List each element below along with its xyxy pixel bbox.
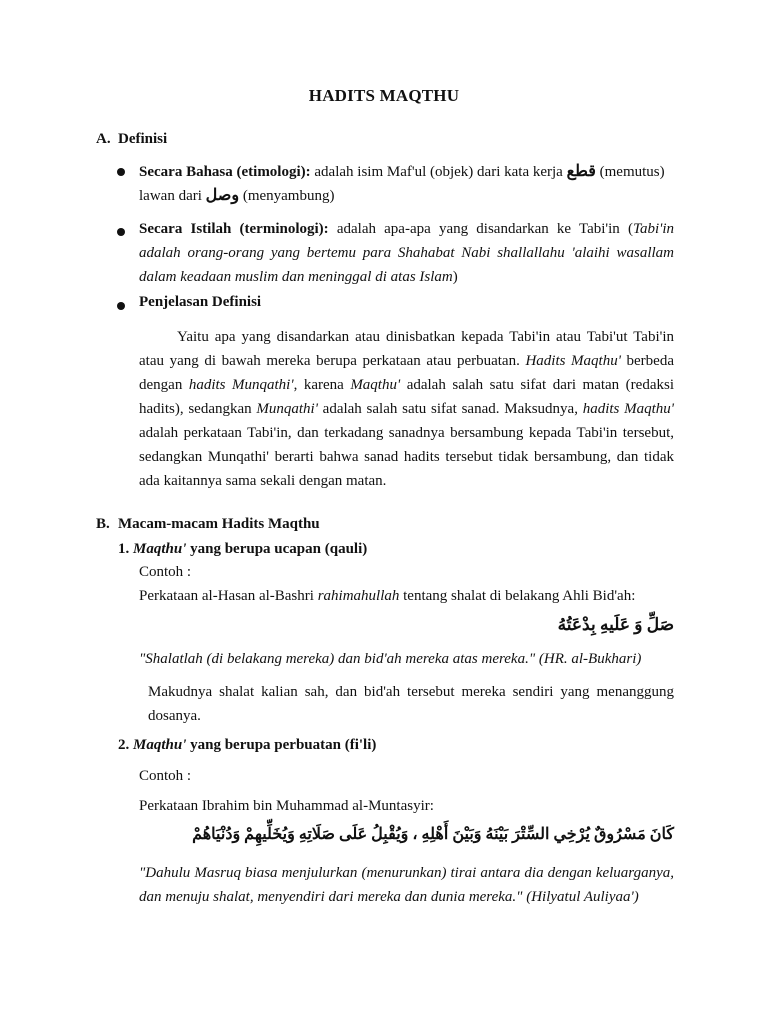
bullet-icon: [117, 302, 125, 310]
paragraph-text: adalah perkataan Tabi'in, dan terkadang sanadnya bersambung kepada Tabi'in tersebut, sedangkan Munqathi' berarti bahwa sanad hadits tersebut tidak bersambung, dan tidak ada kaitannya sama sekali dengan matan.: [139, 425, 674, 489]
paragraph-italic: Maqthu': [350, 377, 401, 393]
paragraph-text: adalah salah satu sifat dari matan (redaksi hadits), sedangkan: [139, 377, 674, 417]
item-2-contoh: Contoh :: [139, 768, 192, 784]
arabic-word-qatha: قطع: [566, 163, 596, 180]
paragraph-italic: Hadits Maqthu': [525, 353, 621, 369]
bullet-text: (memutus): [595, 164, 665, 180]
paragraph-text: Yaitu apa yang disandarkan atau dinisbatkan kepada Tabi'in atau Tabi'ut Tabi'in atau yang di bawah mereka berupa perkataan atau perbuatan.: [139, 329, 674, 369]
paragraph-italic: Munqathi': [256, 401, 318, 417]
item-italic: Maqthu': [133, 541, 187, 557]
section-a-letter: A.: [96, 131, 111, 147]
item-number: 2.: [118, 737, 130, 753]
bullet-text: (menyambung): [239, 188, 335, 204]
paragraph-italic: hadits Maqthu': [582, 401, 675, 417]
arabic-word-washl: وصل: [205, 187, 240, 204]
item-1-arabic-text: صَلِّ وَ عَلَيهِ بِدْعَتُهُ: [557, 615, 674, 634]
section-a-title: Definisi: [118, 131, 168, 147]
item-heading-text: yang berupa perbuatan (fi'li): [186, 737, 377, 753]
bullet-penjelasan-label: Penjelasan Definisi: [139, 294, 262, 310]
section-b-letter: B.: [96, 516, 110, 532]
item-heading-text: yang berupa ucapan (qauli): [186, 541, 368, 557]
paragraph-text: berbeda dengan: [139, 353, 674, 393]
item-1-heading: [118, 541, 367, 558]
paragraph-italic: hadits Munqathi': [188, 377, 294, 393]
document-title: HADITS MAQTHU: [308, 86, 460, 105]
bullet-icon: [117, 228, 125, 236]
bullet-icon: [117, 168, 125, 176]
section-b-title: Macam-macam Hadits Maqthu: [118, 516, 320, 532]
item-2-arabic-text: كَانَ مَسْرُوقٌ يُرْخِي السِّتْرَ بَيْنَهُ وَبَيْنَ أَهْلِهِ ، وَيُقْبِلُ عَلَى صَلَاتِهِ وَيُخَلِّيهِمْ وَدُنْيَاهُمْ: [192, 826, 674, 843]
bullet-label: Secara Istilah (terminologi):: [139, 221, 329, 237]
source-text: tentang shalat di belakang Ahli Bid'ah:: [399, 588, 636, 604]
section-b-heading: [96, 516, 320, 533]
item-1-explanation: Makudnya shalat kalian sah, dan bid'ah tersebut mereka sendiri yang menanggung dosanya.: [148, 684, 674, 724]
item-1-source-line: [139, 588, 635, 605]
source-text: Perkataan al-Hasan al-Bashri: [139, 588, 318, 604]
item-2-source-line: Perkataan Ibrahim bin Muhammad al-Muntasyir:: [139, 798, 434, 814]
bullet-text: ): [452, 269, 458, 285]
item-2-heading: [118, 737, 376, 754]
item-number: 1.: [118, 541, 130, 557]
item-1-translation: "Shalatlah (di belakang mereka) dan bid'ah mereka atas mereka." (HR. al-Bukhari): [139, 651, 642, 667]
item-1-contoh: Contoh :: [139, 564, 192, 580]
penjelasan-paragraph: [139, 325, 674, 493]
bullet-label: Secara Bahasa (etimologi):: [139, 164, 311, 180]
bullet-text: lawan dari: [139, 188, 206, 204]
item-italic: Maqthu': [133, 737, 187, 753]
section-a-heading: [96, 131, 167, 148]
item-2-translation: "Dahulu Masruq biasa menjulurkan (menurunkan) tirai antara dia dengan keluarganya, dan menuju shalat, menyendiri dari mereka dan dunia mereka." (Hilyatul Auliyaa'): [139, 865, 674, 905]
bullet-italic-text: Tabi'in adalah orang-orang yang bertemu para Shahabat Nabi shallallahu 'alaihi wasallam dalam keadaan muslim dan meninggal di atas Islam: [139, 221, 674, 285]
paragraph-text: , karena: [293, 377, 351, 393]
source-italic: rahimahullah: [317, 588, 400, 604]
bullet-secara-istilah: [139, 217, 674, 289]
paragraph-text: adalah salah satu sifat sanad. Maksudnya,: [317, 401, 583, 417]
bullet-secara-bahasa: [139, 160, 674, 208]
bullet-text: adalah apa-apa yang disandarkan ke Tabi'in (: [328, 221, 633, 237]
bullet-text: adalah isim Maf'ul (objek) dari kata kerja: [310, 164, 567, 180]
